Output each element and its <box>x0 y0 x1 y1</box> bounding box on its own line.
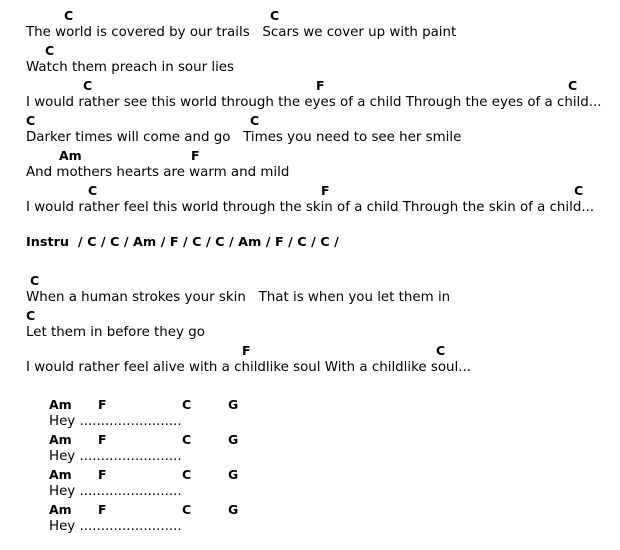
lyric-text: Let them in before they go <box>26 325 205 340</box>
lyric-text: I would rather feel alive with a childlike soul With a childlike soul... <box>26 360 472 375</box>
chord: C <box>250 113 260 128</box>
lyric-text: Watch them preach in sour lies <box>26 60 235 75</box>
chord: Am <box>49 432 72 447</box>
chord: C <box>88 183 98 198</box>
lyric-text: Hey ........................ <box>49 484 182 499</box>
chord: C <box>568 78 578 93</box>
chord: C <box>270 8 280 23</box>
lyric-text: The world is covered by our trails Scars we cover up with paint <box>26 25 457 40</box>
chord: Am <box>49 467 72 482</box>
chord: C <box>436 343 446 358</box>
chord: C <box>30 273 40 288</box>
chord: F <box>242 343 251 358</box>
lyric-text: I would rather see this world through the eyes of a child Through the eyes of a child... <box>26 95 602 110</box>
chord: Am <box>49 502 72 517</box>
chord: C <box>26 308 36 323</box>
chord: C <box>83 78 93 93</box>
lyric-text: I would rather feel this world through the skin of a child Through the skin of a child... <box>26 200 595 215</box>
chord: C <box>45 43 55 58</box>
chord: C <box>182 432 192 447</box>
chord: C <box>574 183 584 198</box>
chord: F <box>321 183 330 198</box>
lyric-text: When a human strokes your skin That is when you let them in <box>26 290 451 305</box>
chord: C <box>182 397 192 412</box>
lyric-text: Hey ........................ <box>49 449 182 464</box>
lyric-text: Darker times will come and go Times you need to see her smile <box>26 130 462 145</box>
chord: F <box>98 502 107 517</box>
chord: G <box>228 432 239 447</box>
chord: F <box>191 148 200 163</box>
chord: C <box>26 113 36 128</box>
chord: G <box>228 502 239 517</box>
chord: F <box>98 397 107 412</box>
chord: F <box>98 467 107 482</box>
chord: F <box>316 78 325 93</box>
chord: Am <box>59 148 82 163</box>
chord: C <box>182 467 192 482</box>
chord: F <box>98 432 107 447</box>
instrumental-text: Instru / C / C / Am / F / C / C / Am / F / C / C / <box>26 235 339 250</box>
chord: C <box>182 502 192 517</box>
chord: G <box>228 397 239 412</box>
chord: G <box>228 467 239 482</box>
lyric-text: And mothers hearts are warm and mild <box>26 165 290 180</box>
chord: C <box>64 8 74 23</box>
chord: Am <box>49 397 72 412</box>
lyric-text: Hey ........................ <box>49 414 182 429</box>
lyric-text: Hey ........................ <box>49 519 182 534</box>
